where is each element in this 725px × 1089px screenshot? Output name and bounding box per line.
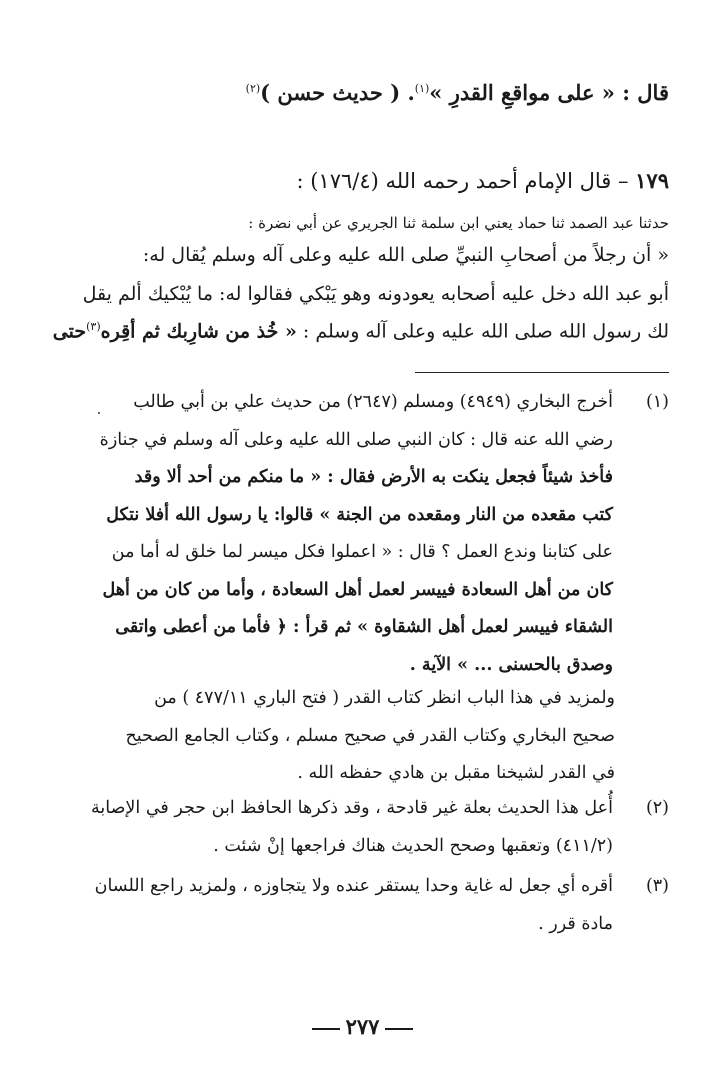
footnote-line: كان من أهل السعادة فييسر لعمل أهل السعادة ، وأما من كان من أهل (102, 579, 613, 600)
footnote-line: صحيح البخاري وكتاب القدر في صحيح مسلم ، وكتاب الجامع الصحيح (125, 725, 615, 746)
dash-left (312, 1028, 340, 1030)
footnote-3 (94, 876, 669, 951)
footnote-3-body (94, 876, 613, 951)
hadith-matn-line-1: « أن رجلاً من أصحابِ النبيِّ صلى الله عليه وعلى آله وسلم يُقال له: (142, 244, 669, 266)
footnote-line: في القدر لشيخنا مقبل بن هادي حفظه الله . (297, 763, 615, 783)
footnote-1-further-reading (100, 688, 615, 801)
footnote-line: وصدق بالحسنى ... » الآية . (409, 654, 613, 675)
footnote-1-body (100, 392, 613, 692)
opening-line (96, 80, 669, 105)
matn3-end: حتى (52, 320, 87, 343)
footnote-ref-2[interactable]: (٢) (245, 82, 261, 95)
hadith-isnad: حدثنا عبد الصمد ثنا حماد يعني ابن سلمة ثنا الجريري عن أبي نضرة : (248, 214, 669, 232)
footnote-separator (415, 372, 669, 373)
opening-lead: قال : « على مواقعِ القدرِ » (429, 80, 669, 105)
footnote-2-number: (٢) (645, 798, 669, 818)
footnote-2 (90, 798, 669, 873)
page-number (0, 1014, 725, 1039)
hadith-heading (96, 168, 669, 193)
hadith-number: ١٧٩ (635, 168, 669, 193)
matn3-normal: لك رسول الله صلى الله عليه وعلى آله وسلم : (296, 320, 669, 343)
footnote-line: ولمزيد في هذا الباب انظر كتاب القدر ( فتح الباري ٤٧٧/١١ ) من (154, 688, 615, 708)
footnote-line: (٤١١/٢) وتعقبها وصحح الحديث هناك فراجعها إنْ شئت . (213, 835, 613, 856)
opening-tail: . ( حديث حسن ) (260, 80, 415, 105)
footnote-line: أُعل هذا الحديث بعلة غير قادحة ، وقد ذكرها الحافظ ابن حجر في الإصابة (90, 798, 613, 818)
footnote-ref-3[interactable]: (٣) (86, 320, 101, 333)
footnote-line: كتب مقعده من النار ومقعده من الجنة » قالوا: يا رسول الله أفلا نتكل (106, 504, 613, 525)
matn3-bold: « خُذ من شارِبك ثم أقِره (100, 320, 297, 343)
footnote-line: فأخذ شيئاً فجعل ينكت به الأرض فقال : « ما منكم من أحد ألا وقد (134, 467, 613, 487)
footnote-2-body (90, 798, 613, 873)
footnote-line: الشقاء فييسر لعمل أهل الشقاوة » ثم قرأ : ﴿ فأما من أعطى واتقى (115, 617, 613, 637)
footnote-3-number: (٣) (645, 876, 669, 896)
footnote-ref-1[interactable]: (١) (414, 82, 430, 95)
footnote-line: أخرج البخاري (٤٩٤٩) ومسلم (٢٦٤٧) من حديث علي بن أبي طالب (133, 392, 613, 412)
footnote-1 (100, 392, 669, 692)
hadith-matn-line-3 (52, 320, 669, 343)
footnote-line: مادة قرر . (538, 913, 613, 934)
scan-speck (98, 412, 100, 414)
footnote-line: على كتابنا وندع العمل ؟ قال : « اعملوا فكل ميسر لما خلق له أما من (111, 542, 613, 562)
footnote-line: أقره أي جعل له غاية وحدا يستقر عنده ولا يتجاوزه ، ولمزيد راجع اللسان (94, 876, 613, 896)
footnote-line: رضي الله عنه قال : كان النبي صلى الله عليه وعلى آله وسلم في جنازة (99, 429, 613, 450)
page-number-text: ٢٧٧ (345, 1014, 380, 1039)
dash-right (385, 1028, 413, 1030)
footnote-1-number: (١) (645, 392, 669, 412)
hadith-matn-line-2: أبو عبد الله دخل عليه أصحابه يعودونه وهو يَبْكي فقالوا له: ما يُبْكيك ألم يقل (82, 283, 669, 305)
hadith-heading-text: – قال الإمام أحمد رحمه الله (١٧٦/٤) : (296, 169, 636, 193)
